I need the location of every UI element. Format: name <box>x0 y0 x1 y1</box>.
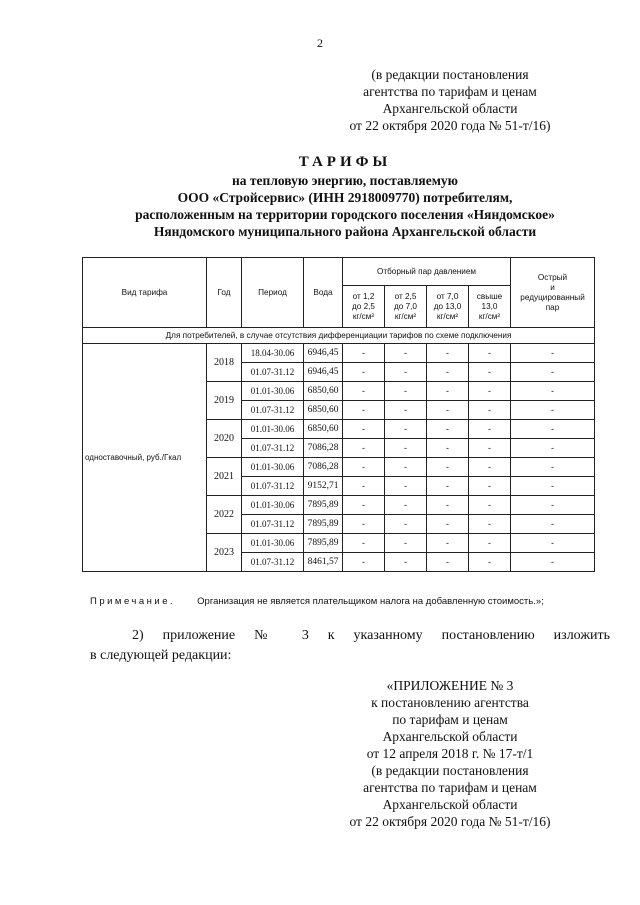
steam-tariff-cell: - <box>427 477 469 496</box>
period-cell: 01.07-31.12 <box>242 477 304 496</box>
header-steam-line: кг/см² <box>478 311 501 321</box>
header-steam-line: до 7,0 <box>394 301 417 311</box>
steam-tariff-cell: - <box>385 382 427 401</box>
steam-tariff-cell: - <box>385 458 427 477</box>
steam-tariff-cell: - <box>385 401 427 420</box>
steam-tariff-cell: - <box>511 496 595 515</box>
steam-tariff-cell: - <box>343 458 385 477</box>
header-steam-line: от 2,5 <box>394 291 417 301</box>
title-line: ООО «Стройсервис» (ИНН 2918009770) потребителям, <box>177 190 513 205</box>
steam-tariff-cell: - <box>511 439 595 458</box>
period-cell: 01.07-31.12 <box>242 401 304 420</box>
water-tariff-cell: 7086,28 <box>304 439 343 458</box>
header-water: Вода <box>304 258 343 328</box>
steam-tariff-cell: - <box>427 534 469 553</box>
steam-tariff-cell: - <box>343 496 385 515</box>
steam-tariff-cell: - <box>385 496 427 515</box>
header-steam-group: Отборный пар давлением <box>343 258 511 286</box>
header-steam-line: от 7,0 <box>436 291 459 301</box>
note-text: Организация не является плательщиком налога на добавленную стоимость.»; <box>197 596 544 607</box>
steam-tariff-cell: - <box>343 363 385 382</box>
steam-tariff-cell: - <box>469 363 511 382</box>
steam-tariff-cell: - <box>469 401 511 420</box>
title-line: расположенным на территории городского поселения «Няндомское» <box>135 207 555 222</box>
steam-tariff-cell: - <box>427 515 469 534</box>
appendix-line: от 22 октября 2020 года № 51-т/16) <box>349 814 551 829</box>
section-row: Для потребителей, в случае отсутствия дифференциации тарифов по схеме подключения <box>83 328 595 344</box>
steam-tariff-cell: - <box>343 553 385 572</box>
year-cell: 2021 <box>207 458 242 496</box>
header-steam-line: от 1,2 <box>352 291 375 301</box>
paragraph-line: 2) приложение № 3 к указанному постановлению изложить <box>132 628 610 643</box>
header-steam-col <box>385 286 427 328</box>
steam-tariff-cell: - <box>469 553 511 572</box>
steam-tariff-cell: - <box>427 363 469 382</box>
steam-tariff-cell: - <box>469 420 511 439</box>
period-cell: 18.04-30.06 <box>242 344 304 363</box>
steam-tariff-cell: - <box>343 534 385 553</box>
header-steam-col <box>343 286 385 328</box>
water-tariff-cell: 9152,71 <box>304 477 343 496</box>
period-cell: 01.07-31.12 <box>242 515 304 534</box>
period-cell: 01.07-31.12 <box>242 363 304 382</box>
steam-tariff-cell: - <box>427 553 469 572</box>
steam-tariff-cell: - <box>385 439 427 458</box>
note-label: Примечание. <box>90 596 176 607</box>
steam-tariff-cell: - <box>385 553 427 572</box>
steam-tariff-cell: - <box>511 458 595 477</box>
appendix-line: «ПРИЛОЖЕНИЕ № 3 <box>386 678 514 693</box>
title-heading: ТАРИФЫ <box>298 154 392 170</box>
water-tariff-cell: 6946,45 <box>304 363 343 382</box>
steam-tariff-cell: - <box>427 382 469 401</box>
steam-tariff-cell: - <box>511 515 595 534</box>
period-cell: 01.01-30.06 <box>242 420 304 439</box>
steam-tariff-cell: - <box>469 515 511 534</box>
header-sharp-line: редуцированный <box>520 292 585 302</box>
header-sharp-line: пар <box>545 302 560 312</box>
steam-tariff-cell: - <box>511 477 595 496</box>
edition-line: Архангельской области <box>382 101 518 116</box>
edition-line: (в редакции постановления <box>371 67 529 82</box>
steam-tariff-cell: - <box>469 477 511 496</box>
steam-tariff-cell: - <box>469 496 511 515</box>
steam-tariff-cell: - <box>469 458 511 477</box>
appendix-line: Архангельской области <box>382 729 518 744</box>
steam-tariff-cell: - <box>427 439 469 458</box>
period-cell: 01.01-30.06 <box>242 534 304 553</box>
water-tariff-cell: 7895,89 <box>304 496 343 515</box>
steam-tariff-cell: - <box>511 420 595 439</box>
header-sharp-steam <box>511 258 595 328</box>
steam-tariff-cell: - <box>343 401 385 420</box>
header-period: Период <box>242 258 304 328</box>
tariff-kind-cell: одноставочный, руб./Гкал <box>83 344 207 572</box>
year-cell: 2018 <box>207 344 242 382</box>
water-tariff-cell: 6850,60 <box>304 401 343 420</box>
steam-tariff-cell: - <box>343 420 385 439</box>
steam-tariff-cell: - <box>427 344 469 363</box>
water-tariff-cell: 6850,60 <box>304 420 343 439</box>
water-tariff-cell: 8461,57 <box>304 553 343 572</box>
table-row <box>83 344 595 363</box>
header-steam-line: кг/см² <box>436 311 459 321</box>
appendix-line: от 12 апреля 2018 г. № 17-т/1 <box>366 746 534 761</box>
steam-tariff-cell: - <box>511 534 595 553</box>
header-steam-line: кг/см² <box>352 311 375 321</box>
steam-tariff-cell: - <box>511 363 595 382</box>
steam-tariff-cell: - <box>469 439 511 458</box>
steam-tariff-cell: - <box>385 477 427 496</box>
header-steam-line: 13,0 <box>481 301 498 311</box>
title-line: на тепловую энергию, поставляемую <box>232 173 458 188</box>
steam-tariff-cell: - <box>343 344 385 363</box>
table-note <box>90 596 610 607</box>
water-tariff-cell: 7086,28 <box>304 458 343 477</box>
appendix-line: по тарифам и ценам <box>392 712 508 727</box>
steam-tariff-cell: - <box>343 477 385 496</box>
edition-line: агентства по тарифам и ценам <box>363 84 537 99</box>
steam-tariff-cell: - <box>427 458 469 477</box>
header-sharp-line: и <box>550 282 555 292</box>
header-kind: Вид тарифа <box>83 258 207 328</box>
steam-tariff-cell: - <box>343 515 385 534</box>
steam-tariff-cell: - <box>343 439 385 458</box>
water-tariff-cell: 6946,45 <box>304 344 343 363</box>
period-cell: 01.01-30.06 <box>242 496 304 515</box>
period-cell: 01.01-30.06 <box>242 382 304 401</box>
water-tariff-cell: 7895,89 <box>304 534 343 553</box>
steam-tariff-cell: - <box>469 382 511 401</box>
water-tariff-cell: 7895,89 <box>304 515 343 534</box>
appendix-line: агентства по тарифам и ценам <box>363 780 537 795</box>
year-cell: 2023 <box>207 534 242 572</box>
year-cell: 2019 <box>207 382 242 420</box>
document-title <box>80 152 610 240</box>
steam-tariff-cell: - <box>385 420 427 439</box>
appendix-line: к постановлению агентства <box>371 695 529 710</box>
steam-tariff-cell: - <box>511 344 595 363</box>
appendix-line: Архангельской области <box>382 797 518 812</box>
period-cell: 01.07-31.12 <box>242 553 304 572</box>
water-tariff-cell: 6850,60 <box>304 382 343 401</box>
steam-tariff-cell: - <box>385 363 427 382</box>
header-year: Год <box>207 258 242 328</box>
header-sharp-line: Острый <box>537 272 568 282</box>
steam-tariff-cell: - <box>427 401 469 420</box>
steam-tariff-cell: - <box>469 344 511 363</box>
header-steam-line: до 2,5 <box>352 301 375 311</box>
header-steam-col <box>469 286 511 328</box>
year-cell: 2020 <box>207 420 242 458</box>
appendix-header <box>330 677 570 830</box>
title-line: Няндомского муниципального района Архангельской области <box>153 224 537 239</box>
header-steam-line: до 13,0 <box>433 301 462 311</box>
header-steam-col <box>427 286 469 328</box>
steam-tariff-cell: - <box>469 534 511 553</box>
steam-tariff-cell: - <box>385 534 427 553</box>
steam-tariff-cell: - <box>511 553 595 572</box>
tariff-table <box>82 257 595 572</box>
body-paragraph <box>90 626 610 666</box>
edition-note <box>330 66 570 134</box>
steam-tariff-cell: - <box>385 344 427 363</box>
header-steam-line: кг/см² <box>394 311 417 321</box>
paragraph-line: в следующей редакции: <box>90 648 232 663</box>
edition-line: от 22 октября 2020 года № 51-т/16) <box>349 118 551 133</box>
steam-tariff-cell: - <box>385 515 427 534</box>
steam-tariff-cell: - <box>511 382 595 401</box>
steam-tariff-cell: - <box>511 401 595 420</box>
year-cell: 2022 <box>207 496 242 534</box>
appendix-line: (в редакции постановления <box>371 763 529 778</box>
steam-tariff-cell: - <box>343 382 385 401</box>
steam-tariff-cell: - <box>427 420 469 439</box>
page-number: 2 <box>317 36 323 50</box>
header-steam-line: свыше <box>476 291 503 301</box>
steam-tariff-cell: - <box>427 496 469 515</box>
period-cell: 01.07-31.12 <box>242 439 304 458</box>
period-cell: 01.01-30.06 <box>242 458 304 477</box>
